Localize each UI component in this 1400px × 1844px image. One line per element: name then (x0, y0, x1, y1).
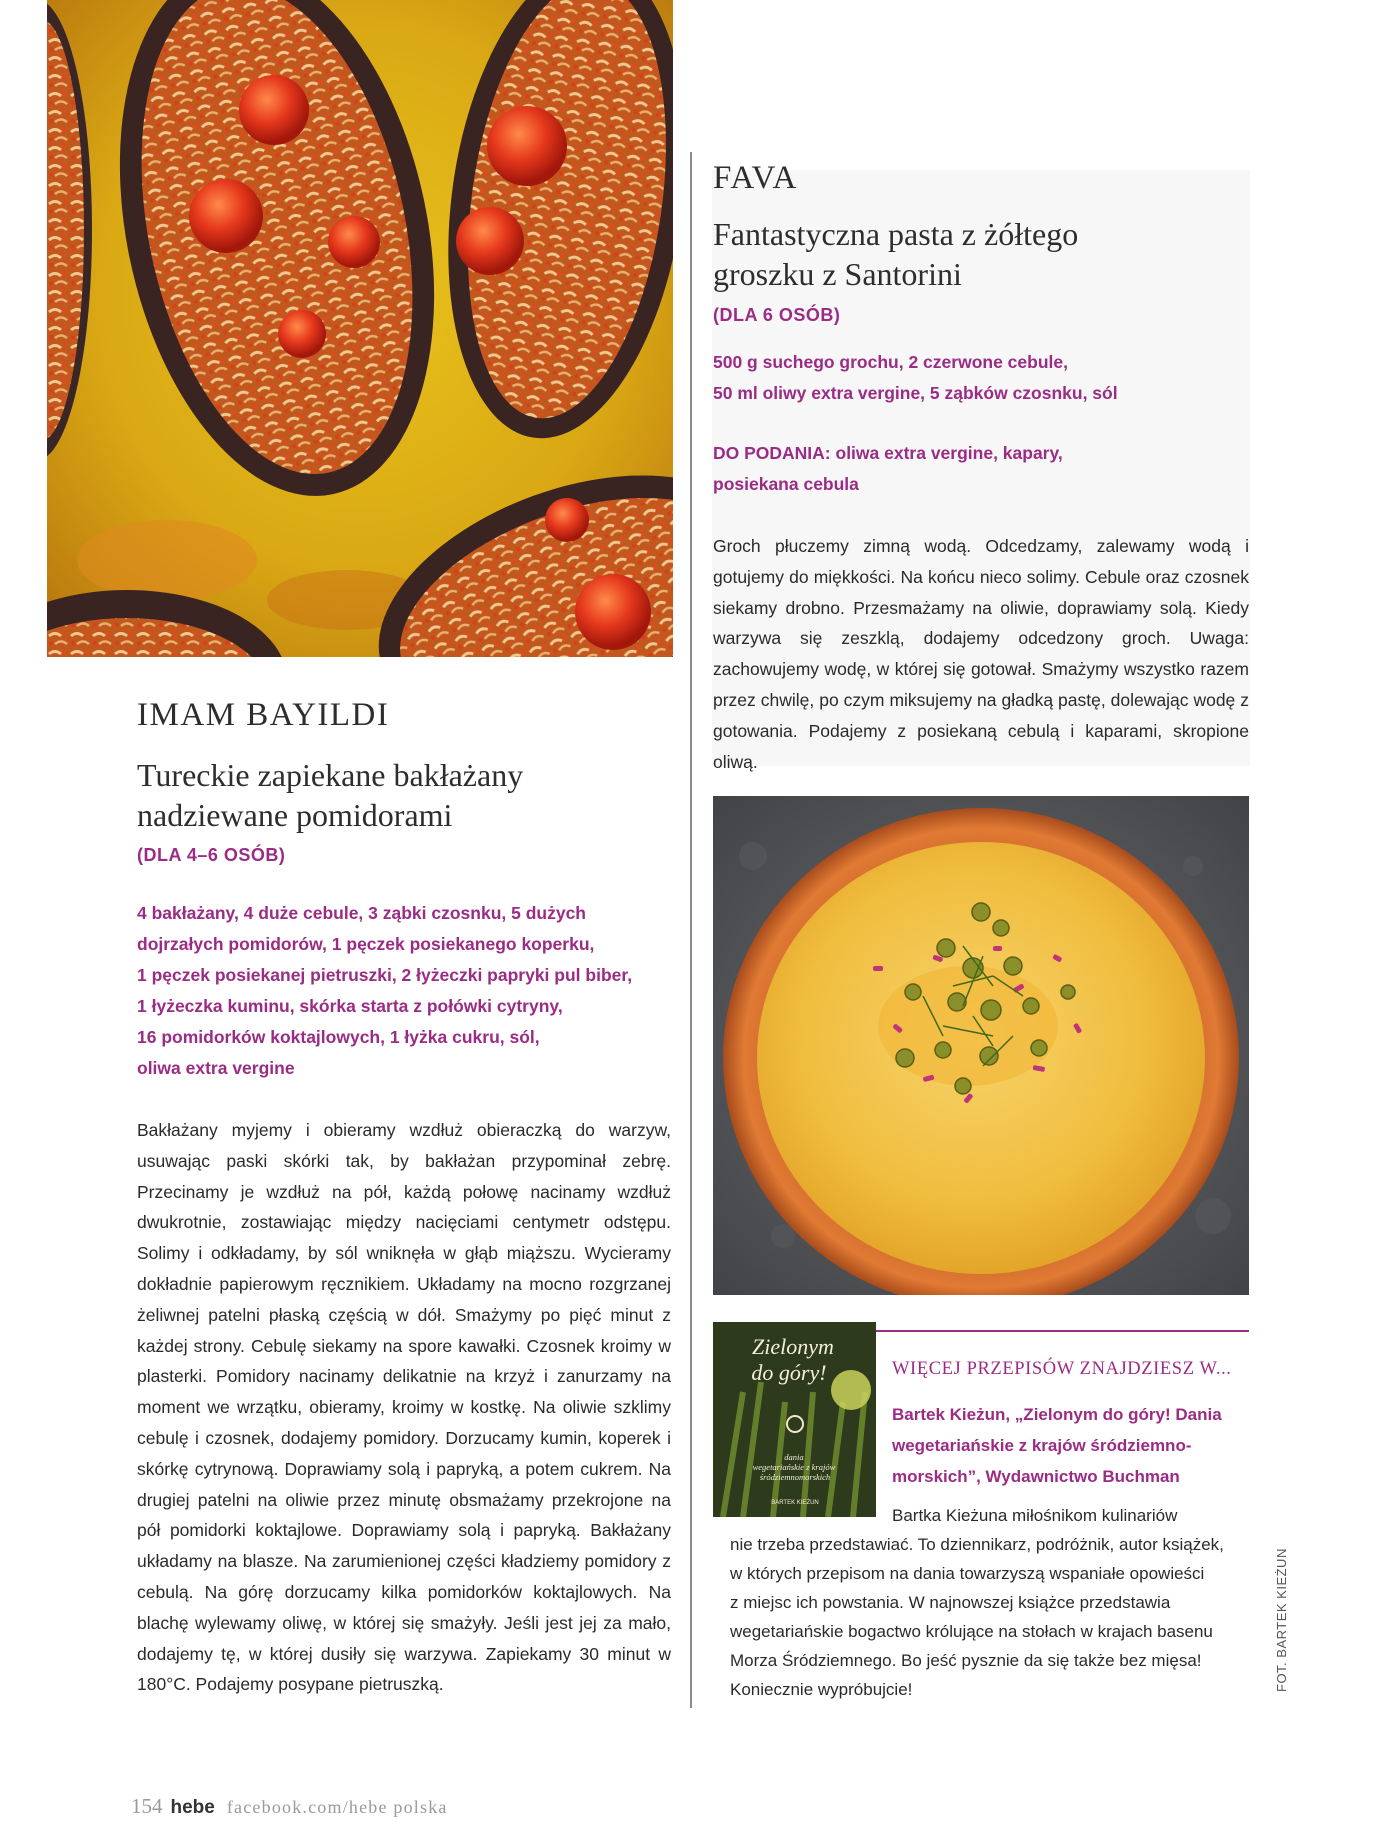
magazine-brand: hebe (170, 1797, 215, 1818)
right-recipe-subtitle-line1: Fantastyczna pasta z żółtego (713, 216, 1079, 252)
serving-label: DO PODANIA: (713, 443, 831, 463)
page-number: 154 (131, 1794, 163, 1818)
ingredient-line: dojrzałych pomidorów, 1 pęczek posiekanego koperku, (137, 934, 595, 954)
left-recipe-subtitle-line1: Tureckie zapiekane bakłażany (137, 757, 524, 793)
book-text (730, 1530, 1260, 1704)
book-reference-line: Bartek Kieżun, „Zielonym do góry! Dania (892, 1405, 1222, 1424)
more-recipes-heading: WIĘCEJ PRZEPISÓW ZNAJDZIESZ W... (892, 1359, 1232, 1379)
book-cover (713, 1322, 876, 1517)
ingredient-line: 500 g suchego grochu, 2 czerwone cebule, (713, 352, 1068, 372)
left-recipe-subtitle-line2: nadziewane pomidorami (137, 797, 453, 833)
left-recipe-serves: (DLA 4–6 OSÓB) (137, 845, 286, 865)
book-cover-subtitle: dania wegetariańskie z krajów śródziemnomorskich (752, 1452, 836, 1482)
right-recipe-ingredients (713, 347, 1243, 409)
book-text-first: Bartka Kieżuna miłośnikom kulinariów (892, 1506, 1178, 1525)
left-recipe-name: IMAM BAYILDI (137, 697, 390, 733)
book-cover-title2: do góry! (751, 1360, 827, 1385)
right-recipe-subtitle (713, 214, 1233, 294)
right-recipe-method: Groch płuczemy zimną wodą. Odcedzamy, zalewamy wodą i gotujemy do miękkości. Na końcu nieco solimy. Cebule oraz czosnek siekamy drobno. Przesmażamy na oliwie, doprawiamy solą. Kiedy warzywa się zeszklą, dodajemy odcedzony groch. Uwaga: zachowujemy wodę, w której się gotował. Smażymy wszystko razem przez chwilę, po czym miksujemy na gładką pastę, dolewając wodę z gotowania. Podajemy z posiekaną cebulą i kaparami, skropione oliwą. (713, 536, 1249, 772)
serving-line2: posiekana cebula (713, 474, 859, 494)
book-text-line: w których przepisom na dania towarzyszą wspaniałe opowieści (730, 1564, 1205, 1583)
book-reference-line: wegetariańskie z krajów śródziemno- (892, 1436, 1192, 1455)
right-recipe-subtitle-line2: groszku z Santorini (713, 256, 962, 292)
ingredient-line: 1 pęczek posiekanej pietruszki, 2 łyżeczki papryki pul biber, (137, 965, 633, 985)
left-recipe-method: Bakłażany myjemy i obieramy wzdłuż obieraczką do warzyw, usuwając paski skórki tak, by bakłażan przypominał zebrę. Przecinamy je wzdłuż na pół, każdą połowę nacinamy wzdłuż dwukrotnie, zostawiając między nacięciami centymetr odstępu. Solimy i odkładamy, by sól wniknęła w głąb miąższu. Wycieramy dokładnie papierowym ręcznikiem. Układamy na mocno rozgrzanej żeliwnej patelni płaską częścią w dół. Smażymy po pięć minut z każdej strony. Cebulę siekamy na spore kawałki. Czosnek kroimy w plasterki. Pomidory nacinamy delikatnie na krzyż i zanurzamy na moment we wrzątku, obieramy, kroimy w kostkę. Na oliwie szklimy cebulę i czosnek, dodajemy pomidory. Dorzucamy kumin, koperek i skórkę cytrynową. Doprawiamy solą i papryką, a potem cukrem. Na drugiej patelni na oliwie przez minutę obsmażamy przekrojone na pół pomidorki koktajlowe. Doprawiamy solą i papryką. Bakłażany układamy na blasze. Na zarumienionej części kładziemy pomidory z cebulą. Na górę dorzucamy kilka pomidorków koktajlowych. Na blachę wylewamy oliwę, w której się smażyły. Jeśli jest jej za mało, dodajemy tę, w której dusiły się warzywa. Zapiekamy 30 minut w 180°C. Podajemy posypane pietruszką. (137, 1120, 671, 1695)
book-cover-title1: Zielonym (752, 1334, 834, 1359)
book-reference-line: morskich”, Wydawnictwo Buchman (892, 1467, 1180, 1486)
page-footer (131, 1794, 448, 1819)
column-divider (690, 152, 692, 1708)
book-text-line: nie trzeba przedstawiać. To dziennikarz, podróżnik, autor książek, (730, 1535, 1224, 1554)
serving-line1: oliwa extra vergine, kapary, (830, 443, 1063, 463)
ingredient-line: 50 ml oliwy extra vergine, 5 ząbków czosnku, sól (713, 383, 1118, 403)
left-recipe-ingredients (137, 898, 677, 1084)
book-text-line: Koniecznie wypróbujcie! (730, 1680, 913, 1699)
book-cover-author: BARTEK KIEŻUN (771, 1500, 819, 1506)
book-text-line: wegetariańskie bogactwo królujące na stołach w krajach basenu (730, 1622, 1213, 1641)
ingredient-line: 16 pomidorków koktajlowych, 1 łyżka cukru, sól, (137, 1027, 540, 1047)
ingredient-line: 1 łyżeczka kuminu, skórka starta z połówki cytryny, (137, 996, 563, 1016)
book-text-line: z miejsc ich powstania. W najnowszej książce przedstawia (730, 1593, 1171, 1612)
right-recipe-serving (713, 438, 1243, 500)
book-text-line: Morza Śródziemnego. Bo jeść pysznie da się także bez mięsa! (730, 1651, 1202, 1670)
ingredient-line: oliwa extra vergine (137, 1058, 295, 1078)
fava-photo (713, 796, 1249, 1295)
photo-credit: FOT. BARTEK KIEŻUN (1274, 1548, 1289, 1692)
book-reference (892, 1399, 1252, 1492)
ingredient-line: 4 bakłażany, 4 duże cebule, 3 ząbki czosnku, 5 dużych (137, 903, 587, 923)
eggplant-photo (47, 0, 673, 657)
right-recipe-name: FAVA (713, 160, 798, 196)
left-recipe-subtitle (137, 755, 677, 835)
right-recipe-serves: (DLA 6 OSÓB) (713, 305, 841, 325)
footer-url: facebook.com/hebe polska (226, 1797, 448, 1817)
